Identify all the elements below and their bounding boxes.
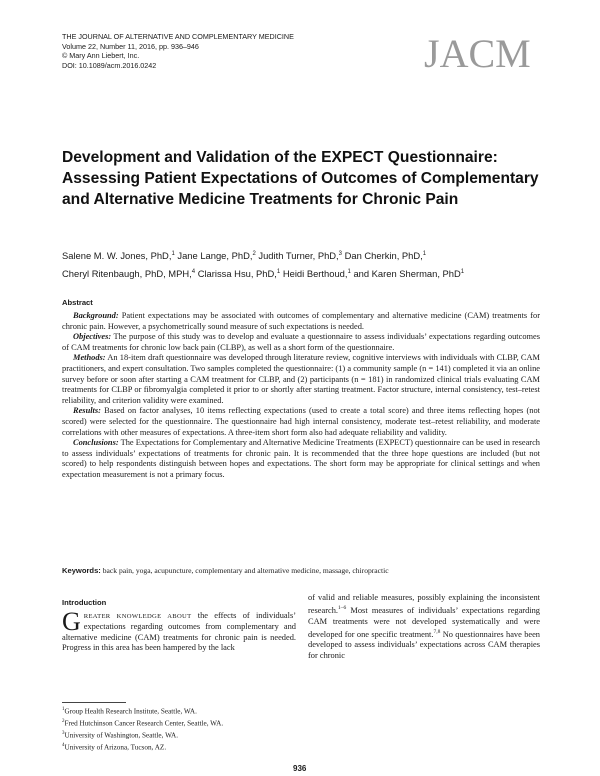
drop-cap: G <box>62 607 81 636</box>
journal-name: THE JOURNAL OF ALTERNATIVE AND COMPLEMENTARY MEDICINE <box>62 32 294 41</box>
abstract-background: Background: Patient expectations may be associated with outcomes of complementary and alternative medicine (CAM) treatments for chronic pain. However, a psychometrically sound measure of such expectations is needed. <box>62 311 540 331</box>
small-caps-lead: REATER KNOWLEDGE ABOUT <box>83 613 192 620</box>
author: Clarissa Hsu, PhD,$^1$ <box>197 268 281 280</box>
affiliation-footnotes <box>62 705 223 753</box>
author: Jane Lange, PhD,$^2$ <box>177 250 256 262</box>
author: Cheryl Ritenbaugh, PhD, MPH,$^4$ <box>62 268 196 280</box>
introduction-left-column <box>62 607 296 654</box>
intro-text-left: the effects of individuals’ expectations regarding outcomes from complementary and alternative medicine (CAM) treatments for chronic pain is needed. Progress in this area has been hampered by the lack <box>62 611 296 653</box>
journal-header <box>62 32 294 70</box>
journal-copyright: © Mary Ann Liebert, Inc. <box>62 51 140 61</box>
author: and Karen Sherman, PhD$^1$ <box>353 268 465 280</box>
abstract-objectives: Objectives: The purpose of this study was to develop and evaluate a questionnaire to assess individuals’ expectations regarding outcomes of CAM treatments for chronic low back pain (CLBP), as well as a short form of the questionnaire. <box>62 332 540 352</box>
author: Judith Turner, PhD,$^3$ <box>258 250 342 262</box>
introduction-right-column: of valid and reliable measures, possibly explaining the inconsistent research.$^{1-6}$ Most measures of individuals’ expectations regarding CAM treatments were not developed systematically and were developed for one specific treatment.$^{7,8}$ No questionnaires have been developed to assess individuals’ expectations across CAM therapies for chronic <box>308 593 540 660</box>
abstract-methods: Methods: An 18-item draft questionnaire was developed through literature review, cognitive interviews with individuals with CLBP, CAM practitioners, and expert consultation. Two samples completed the questionnaire: (1) a community sample (n = 141) completed it via an online survey before or soon after starting a CAM treatment for CLBP, and (2) participants (n = 181) in randomized clinical trials evaluating CAM treatments for CLBP or fibromyalgia completed it prior to or shortly after starting treatment. Factor structure, internal consistency, test–retest reliability, and criterion validity were examined. <box>62 353 540 405</box>
journal-volume: Volume 22, Number 11, 2016, pp. 936–946 <box>62 41 199 51</box>
abstract-heading: Abstract <box>62 298 93 307</box>
abstract-conclusions: Conclusions: The Expectations for Complementary and Alternative Medicine Treatments (EXPECT) questionnaire can be used in research to assess individuals’ expectations of treatments for chronic pain. It is recommended that the three hope questions are included (but not scored) to help respondents distinguish between hopes and expectations. The short form may be appropriate for clinical settings and when expectation measurement is not a primary focus. <box>62 438 540 479</box>
introduction-heading: Introduction <box>62 598 107 607</box>
author: Heidi Berthoud,$^1$ <box>282 268 351 280</box>
article-title: Development and Validation of the EXPECT Questionnaire: Assessing Patient Expectations of Outcomes of Complementary and Alternative Medicine Treatments for Chronic Pain <box>62 149 539 208</box>
keywords <box>62 566 542 575</box>
journal-doi: DOI: 10.1089/acm.2016.0242 <box>62 60 157 70</box>
footnote: $^4$University of Arizona, Tucson, AZ. <box>62 742 167 752</box>
footnote-divider <box>62 702 126 703</box>
citation-ref[interactable]: 7,8 <box>433 629 441 636</box>
keywords-label: Keywords: <box>62 566 101 575</box>
footnote: $^2$Fred Hutchinson Cancer Research Center, Seattle, WA. <box>62 718 224 728</box>
author: Dan Cherkin, PhD,$^1$ <box>344 250 427 262</box>
page-number: 936 <box>293 764 307 773</box>
citation-ref[interactable]: 1–6 <box>338 605 347 612</box>
abstract-body <box>62 311 540 481</box>
keywords-text: back pain, yoga, acupuncture, complementary and alternative medicine, massage, chiropractic <box>102 566 389 575</box>
author-list <box>62 246 562 282</box>
footnote: $^3$University of Washington, Seattle, WA. <box>62 730 179 740</box>
abstract-results: Results: Based on factor analyses, 10 items reflecting expectations (used to create a total score) and three items reflecting hopes (not scored) were selected for the questionnaire. The questionnaire had high internal consistency, moderate test–retest reliability, and moderate correlations with other measures of expectations. A three-item short form also had adequate reliability and validity. <box>62 406 540 437</box>
footnote: $^1$Group Health Research Institute, Seattle, WA. <box>62 707 197 716</box>
author: Salene M. W. Jones, PhD,$^1$ <box>62 250 175 262</box>
journal-logo: JACM <box>424 31 531 76</box>
